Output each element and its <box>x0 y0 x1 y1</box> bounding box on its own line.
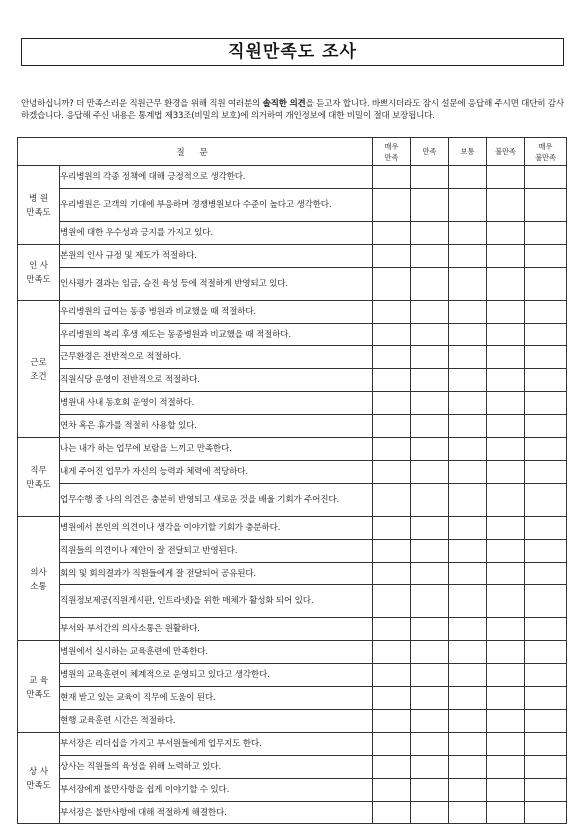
rating-cell[interactable] <box>525 460 567 483</box>
category-label: 근로 조건 <box>18 300 60 437</box>
rating-cell[interactable] <box>487 483 525 516</box>
rating-cell[interactable] <box>525 539 567 562</box>
rating-cell[interactable] <box>449 369 487 392</box>
rating-cell[interactable] <box>411 687 449 710</box>
rating-cell[interactable] <box>525 392 567 415</box>
question-row <box>18 346 567 369</box>
rating-cell[interactable] <box>411 664 449 687</box>
rating-cell[interactable] <box>411 166 449 189</box>
question-row <box>18 664 567 687</box>
rating-cell[interactable] <box>411 618 449 641</box>
rating-cell[interactable] <box>449 438 487 461</box>
rating-cell[interactable] <box>525 166 567 189</box>
rating-cell[interactable] <box>373 687 411 710</box>
rating-cell[interactable] <box>411 346 449 369</box>
rating-cell[interactable] <box>449 710 487 733</box>
rating-cell[interactable] <box>525 221 567 244</box>
rating-cell[interactable] <box>411 539 449 562</box>
rating-cell[interactable] <box>525 641 567 664</box>
question-row <box>18 516 567 539</box>
rating-cell[interactable] <box>487 585 525 618</box>
rating-header-label: 매우 만족 <box>384 141 399 162</box>
intro-text-start: 안녕하십니까? 더 만족스러운 직원근무 환경을 위해 직원 여러분의 <box>21 99 263 109</box>
rating-cell[interactable] <box>487 641 525 664</box>
survey-body <box>18 166 567 824</box>
rating-cell[interactable] <box>487 618 525 641</box>
question-row <box>18 244 567 267</box>
question-row <box>18 687 567 710</box>
question-text: 현행 교육훈련 시간은 적절하다. <box>60 710 373 733</box>
rating-cell[interactable] <box>449 664 487 687</box>
question-row <box>18 460 567 483</box>
question-text: 병원에 대한 우수성과 긍지를 가지고 있다. <box>60 221 373 244</box>
question-row <box>18 415 567 438</box>
rating-cell[interactable] <box>411 300 449 323</box>
category-label: 상 사 만족도 <box>18 732 60 824</box>
rating-cell[interactable] <box>449 618 487 641</box>
intro-paragraph <box>21 98 566 123</box>
question-row <box>18 755 567 778</box>
question-text: 본원의 인사 규정 및 제도가 적절하다. <box>60 244 373 267</box>
rating-cell[interactable] <box>411 369 449 392</box>
rating-header <box>449 138 487 166</box>
rating-cell[interactable] <box>487 562 525 585</box>
rating-cell[interactable] <box>411 562 449 585</box>
question-text: 우리병원의 각종 정책에 대해 긍정적으로 생각한다. <box>60 166 373 189</box>
question-text: 병원에서 본인의 의견이나 생각을 이야기할 기회가 충분하다. <box>60 516 373 539</box>
rating-cell[interactable] <box>373 438 411 461</box>
question-row <box>18 539 567 562</box>
rating-cell[interactable] <box>373 710 411 733</box>
question-text: 나는 내가 하는 업무에 보람을 느끼고 만족한다. <box>60 438 373 461</box>
rating-cell[interactable] <box>449 755 487 778</box>
rating-cell[interactable] <box>525 778 567 801</box>
rating-cell[interactable] <box>525 687 567 710</box>
rating-cell[interactable] <box>411 755 449 778</box>
rating-cell[interactable] <box>487 732 525 755</box>
rating-cell[interactable] <box>411 323 449 346</box>
rating-cell[interactable] <box>373 664 411 687</box>
rating-cell[interactable] <box>373 732 411 755</box>
rating-cell[interactable] <box>449 346 487 369</box>
rating-cell[interactable] <box>487 369 525 392</box>
rating-cell[interactable] <box>525 710 567 733</box>
question-text: 내게 주어진 업무가 자신의 능력과 체력에 적당하다. <box>60 460 373 483</box>
rating-header-label: 불만족 <box>495 147 516 156</box>
rating-cell[interactable] <box>373 267 411 300</box>
intro-text-emphasis: 솔직한 의견 <box>262 99 306 109</box>
question-row <box>18 641 567 664</box>
question-row <box>18 562 567 585</box>
rating-cell[interactable] <box>525 267 567 300</box>
rating-cell[interactable] <box>449 483 487 516</box>
rating-cell[interactable] <box>487 166 525 189</box>
rating-cell[interactable] <box>411 415 449 438</box>
question-text: 우리병원의 복리 후생 제도는 동종병원과 비교했을 때 적절하다. <box>60 323 373 346</box>
question-column-header: 질 문 <box>18 138 373 166</box>
rating-cell[interactable] <box>373 392 411 415</box>
rating-cell[interactable] <box>411 641 449 664</box>
rating-cell[interactable] <box>525 801 567 824</box>
rating-cell[interactable] <box>411 778 449 801</box>
rating-cell[interactable] <box>449 323 487 346</box>
rating-cell[interactable] <box>525 483 567 516</box>
question-row <box>18 166 567 189</box>
question-text: 직원식당 운영이 전반적으로 적절하다. <box>60 369 373 392</box>
rating-cell[interactable] <box>411 710 449 733</box>
rating-cell[interactable] <box>525 438 567 461</box>
rating-cell[interactable] <box>411 188 449 221</box>
question-row <box>18 618 567 641</box>
survey-title: 직원만족도 조사 <box>21 38 564 66</box>
rating-cell[interactable] <box>525 323 567 346</box>
question-row <box>18 732 567 755</box>
rating-cell[interactable] <box>487 664 525 687</box>
rating-header-label: 만족 <box>422 147 437 156</box>
rating-cell[interactable] <box>411 801 449 824</box>
rating-cell[interactable] <box>487 415 525 438</box>
rating-cell[interactable] <box>449 221 487 244</box>
question-text: 병원에서 실시하는 교육훈련에 만족한다. <box>60 641 373 664</box>
rating-cell[interactable] <box>373 188 411 221</box>
question-row <box>18 300 567 323</box>
rating-cell[interactable] <box>525 244 567 267</box>
rating-cell[interactable] <box>449 641 487 664</box>
rating-cell[interactable] <box>449 267 487 300</box>
rating-cell[interactable] <box>449 244 487 267</box>
question-text: 직원정보제공(직원게시판, 인트라넷)을 위한 매체가 활성화 되어 있다. <box>60 585 373 618</box>
category-label: 인 사 만족도 <box>18 244 60 300</box>
question-row <box>18 188 567 221</box>
rating-cell[interactable] <box>487 221 525 244</box>
rating-cell[interactable] <box>373 483 411 516</box>
category-label: 직무 만족도 <box>18 438 60 517</box>
rating-cell[interactable] <box>373 801 411 824</box>
rating-cell[interactable] <box>449 516 487 539</box>
question-row <box>18 483 567 516</box>
rating-cell[interactable] <box>449 166 487 189</box>
rating-cell[interactable] <box>487 516 525 539</box>
rating-cell[interactable] <box>449 539 487 562</box>
category-label: 의사 소통 <box>18 516 60 641</box>
question-text: 현재 받고 있는 교육이 직무에 도움이 된다. <box>60 687 373 710</box>
rating-cell[interactable] <box>487 188 525 221</box>
rating-cell[interactable] <box>373 300 411 323</box>
rating-cell[interactable] <box>487 438 525 461</box>
rating-cell[interactable] <box>373 346 411 369</box>
rating-header <box>411 138 449 166</box>
rating-header <box>525 138 567 166</box>
rating-cell[interactable] <box>449 460 487 483</box>
question-row <box>18 392 567 415</box>
rating-cell[interactable] <box>411 392 449 415</box>
rating-cell[interactable] <box>487 778 525 801</box>
question-text: 우리병원은 고객의 기대에 부응하며 경쟁병원보다 수준이 높다고 생각한다. <box>60 188 373 221</box>
category-label: 병 원 만족도 <box>18 166 60 245</box>
rating-cell[interactable] <box>525 585 567 618</box>
rating-cell[interactable] <box>449 188 487 221</box>
question-row <box>18 369 567 392</box>
rating-cell[interactable] <box>487 244 525 267</box>
category-label: 교 육 만족도 <box>18 641 60 733</box>
rating-cell[interactable] <box>373 585 411 618</box>
question-text: 부서장에게 불만사항을 쉽게 이야기할 수 있다. <box>60 778 373 801</box>
rating-header-label: 매우 불만족 <box>535 141 556 162</box>
rating-cell[interactable] <box>449 392 487 415</box>
rating-cell[interactable] <box>411 732 449 755</box>
question-row <box>18 323 567 346</box>
rating-cell[interactable] <box>373 641 411 664</box>
question-row <box>18 221 567 244</box>
question-text: 업무수행 중 나의 의견은 충분히 반영되고 새로운 것을 배울 기회가 주어진다. <box>60 483 373 516</box>
rating-cell[interactable] <box>487 755 525 778</box>
rating-cell[interactable] <box>525 562 567 585</box>
rating-cell[interactable] <box>525 755 567 778</box>
rating-cell[interactable] <box>373 369 411 392</box>
question-text: 부서와 부서간의 의사소통은 원활하다. <box>60 618 373 641</box>
rating-cell[interactable] <box>525 618 567 641</box>
question-row <box>18 438 567 461</box>
rating-cell[interactable] <box>487 687 525 710</box>
rating-cell[interactable] <box>373 618 411 641</box>
rating-cell[interactable] <box>411 483 449 516</box>
question-text: 부서장은 불만사항에 대해 적절하게 해결한다. <box>60 801 373 824</box>
rating-header-label: 보통 <box>460 147 475 156</box>
question-text: 근무환경은 전반적으로 적절하다. <box>60 346 373 369</box>
rating-cell[interactable] <box>449 778 487 801</box>
rating-cell[interactable] <box>373 244 411 267</box>
question-text: 상사는 직원들의 육성을 위해 노력하고 있다. <box>60 755 373 778</box>
rating-cell[interactable] <box>373 221 411 244</box>
rating-cell[interactable] <box>487 300 525 323</box>
question-text: 병원내 사내 동호회 운영이 적절하다. <box>60 392 373 415</box>
rating-cell[interactable] <box>525 415 567 438</box>
rating-cell[interactable] <box>373 460 411 483</box>
rating-cell[interactable] <box>525 188 567 221</box>
rating-cell[interactable] <box>373 562 411 585</box>
question-text: 인사평가 결과는 임금, 승진 육성 등에 적절하게 반영되고 있다. <box>60 267 373 300</box>
rating-cell[interactable] <box>449 585 487 618</box>
header-row <box>18 138 567 166</box>
rating-cell[interactable] <box>373 778 411 801</box>
question-text: 부서장은 리더십을 가지고 부서원들에게 업무지도 한다. <box>60 732 373 755</box>
rating-cell[interactable] <box>373 755 411 778</box>
rating-cell[interactable] <box>487 460 525 483</box>
rating-cell[interactable] <box>411 460 449 483</box>
rating-cell[interactable] <box>449 300 487 323</box>
rating-cell[interactable] <box>525 346 567 369</box>
rating-cell[interactable] <box>449 562 487 585</box>
rating-cell[interactable] <box>373 415 411 438</box>
question-row <box>18 801 567 824</box>
intro-text-end: 을 듣고자 합니다. 바쁘시더라도 잠시 설문에 응답해 주시면 대단히 감사하겠습니다. 응답해 주신 내용은 통계법 제33조(비밀의 보호)에 의거하여 개인정보에 대한 비밀이 절대 보장됩니다. <box>21 99 564 122</box>
question-text: 직원들의 의견이나 제안이 잘 전달되고 반영된다. <box>60 539 373 562</box>
survey-table <box>17 137 567 824</box>
question-row <box>18 267 567 300</box>
rating-cell[interactable] <box>487 267 525 300</box>
question-row <box>18 585 567 618</box>
rating-cell[interactable] <box>525 300 567 323</box>
question-text: 연차 혹은 휴가를 적절히 사용할 있다. <box>60 415 373 438</box>
rating-cell[interactable] <box>411 516 449 539</box>
rating-cell[interactable] <box>487 801 525 824</box>
rating-cell[interactable] <box>525 732 567 755</box>
rating-cell[interactable] <box>525 664 567 687</box>
rating-cell[interactable] <box>373 539 411 562</box>
rating-cell[interactable] <box>373 516 411 539</box>
rating-cell[interactable] <box>411 267 449 300</box>
question-text: 우리병원의 급여는 동종 병원과 비교했을 때 적절하다. <box>60 300 373 323</box>
rating-cell[interactable] <box>487 392 525 415</box>
rating-header <box>487 138 525 166</box>
rating-cell[interactable] <box>373 323 411 346</box>
rating-cell[interactable] <box>525 516 567 539</box>
rating-cell[interactable] <box>487 539 525 562</box>
question-text: 병원의 교육훈련이 체계적으로 운영되고 있다고 생각한다. <box>60 664 373 687</box>
rating-cell[interactable] <box>487 323 525 346</box>
rating-cell[interactable] <box>449 801 487 824</box>
rating-cell[interactable] <box>449 415 487 438</box>
rating-cell[interactable] <box>411 244 449 267</box>
question-row <box>18 778 567 801</box>
question-row <box>18 710 567 733</box>
rating-header <box>373 138 411 166</box>
rating-cell[interactable] <box>525 369 567 392</box>
rating-cell[interactable] <box>449 732 487 755</box>
rating-cell[interactable] <box>487 710 525 733</box>
rating-cell[interactable] <box>373 166 411 189</box>
rating-cell[interactable] <box>411 438 449 461</box>
rating-cell[interactable] <box>411 221 449 244</box>
rating-cell[interactable] <box>487 346 525 369</box>
rating-cell[interactable] <box>449 687 487 710</box>
rating-cell[interactable] <box>411 585 449 618</box>
question-text: 회의 및 회의결과가 직원들에게 잘 전달되어 공유된다. <box>60 562 373 585</box>
